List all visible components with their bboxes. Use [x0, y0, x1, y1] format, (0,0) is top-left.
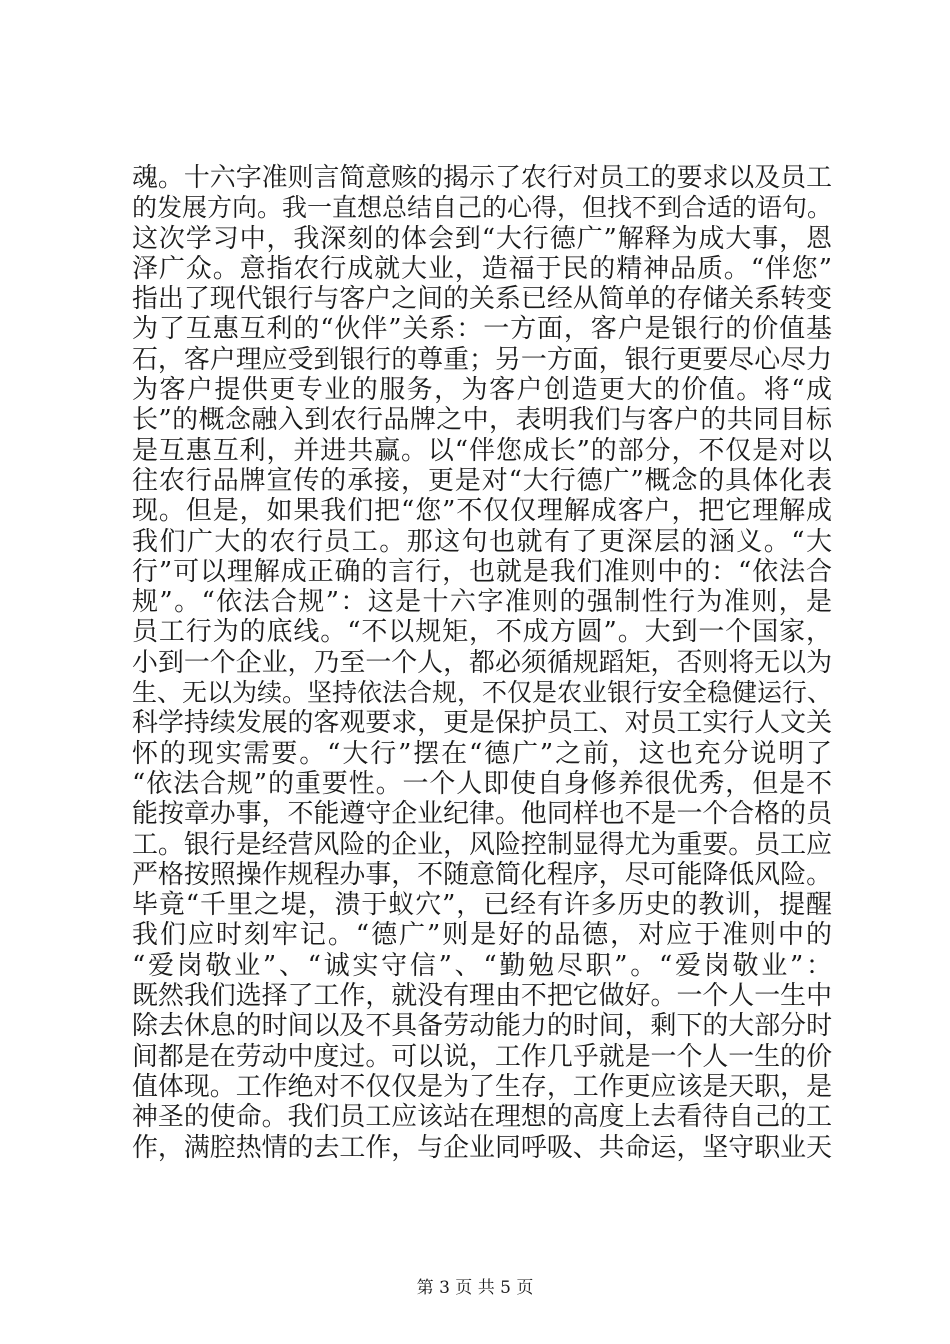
text-line: 能按章办事，不能遵守企业纪律。他同样也不是一个合格的员 — [132, 799, 832, 830]
text-line: 员工行为的底线。“不以规矩，不成方圆”。大到一个国家， — [132, 617, 832, 648]
text-line: 规”。“依法合规”：这是十六字准则的强制性行为准则，是 — [132, 587, 832, 618]
text-line: 为客户提供更专业的服务，为客户创造更大的价值。将“成 — [132, 375, 832, 406]
text-line: 为了互惠互利的“伙伴”关系：一方面，客户是银行的价值基 — [132, 314, 832, 345]
text-line: 怀的现实需要。“大行”摆在“德广”之前，这也充分说明了 — [132, 738, 832, 769]
text-line: 我们广大的农行员工。那这句也就有了更深层的涵义。“大 — [132, 526, 832, 557]
text-line: 既然我们选择了工作，就没有理由不把它做好。一个人一生中 — [132, 981, 832, 1012]
text-line: 这次学习中，我深刻的体会到“大行德广”解释为成大事，恩 — [132, 223, 832, 254]
text-line: 长”的概念融入到农行品牌之中，表明我们与客户的共同目标 — [132, 405, 832, 436]
text-line: 毕竟“千里之堤，溃于蚁穴”，已经有许多历史的教训，提醒 — [132, 890, 832, 921]
page-footer: 第 3 页 共 5 页 — [416, 1278, 534, 1298]
text-line: 往农行品牌宣传的承接，更是对“大行德广”概念的具体化表 — [132, 465, 832, 496]
text-line: 我们应时刻牢记。“德广”则是好的品德，对应于准则中的 — [132, 920, 832, 951]
text-line: 魂。十六字准则言简意赅的揭示了农行对员工的要求以及员工 — [132, 163, 832, 193]
text-line: 除去休息的时间以及不具备劳动能力的时间，剩下的大部分时 — [132, 1011, 832, 1042]
text-line: 泽广众。意指农行成就大业，造福于民的精神品质。“伴您” — [132, 253, 832, 284]
body-text — [132, 163, 832, 1163]
text-line: 行”可以理解成正确的言行，也就是我们准则中的：“依法合 — [132, 556, 832, 587]
text-line: 指出了现代银行与客户之间的关系已经从简单的存储关系转变 — [132, 284, 832, 315]
text-line: 小到一个企业，乃至一个人，都必须循规蹈矩，否则将无以为 — [132, 647, 832, 678]
text-line: 间都是在劳动中度过。可以说，工作几乎就是一个人一生的价 — [132, 1041, 832, 1072]
text-line: 神圣的使命。我们员工应该站在理想的高度上去看待自己的工 — [132, 1102, 832, 1133]
text-line: 现。但是，如果我们把“您”不仅仅理解成客户，把它理解成 — [132, 496, 832, 527]
text-line: “依法合规”的重要性。一个人即使自身修养很优秀，但是不 — [132, 768, 832, 799]
text-line: 科学持续发展的客观要求，更是保护员工、对员工实行人文关 — [132, 708, 832, 739]
text-line: 作，满腔热情的去工作，与企业同呼吸、共命运，坚守职业天 — [132, 1132, 832, 1163]
text-line: 值体现。工作绝对不仅仅是为了生存，工作更应该是天职，是 — [132, 1071, 832, 1102]
text-line: 严格按照操作规程办事，不随意简化程序，尽可能降低风险。 — [132, 859, 832, 890]
text-line: 生、无以为续。坚持依法合规，不仅是农业银行安全稳健运行、 — [132, 678, 833, 708]
text-line: 的发展方向。我一直想总结自己的心得，但找不到合适的语句。 — [132, 193, 833, 223]
text-line: “爱岗敬业”、“诚实守信”、“勤勉尽职”。“爱岗敬业”： — [132, 950, 832, 981]
text-line: 石，客户理应受到银行的尊重；另一方面，银行更要尽心尽力 — [132, 344, 832, 375]
text-line: 工。银行是经营风险的企业，风险控制显得尤为重要。员工应 — [132, 829, 832, 860]
text-line: 是互惠互利，并进共赢。以“伴您成长”的部分，不仅是对以 — [132, 435, 832, 466]
